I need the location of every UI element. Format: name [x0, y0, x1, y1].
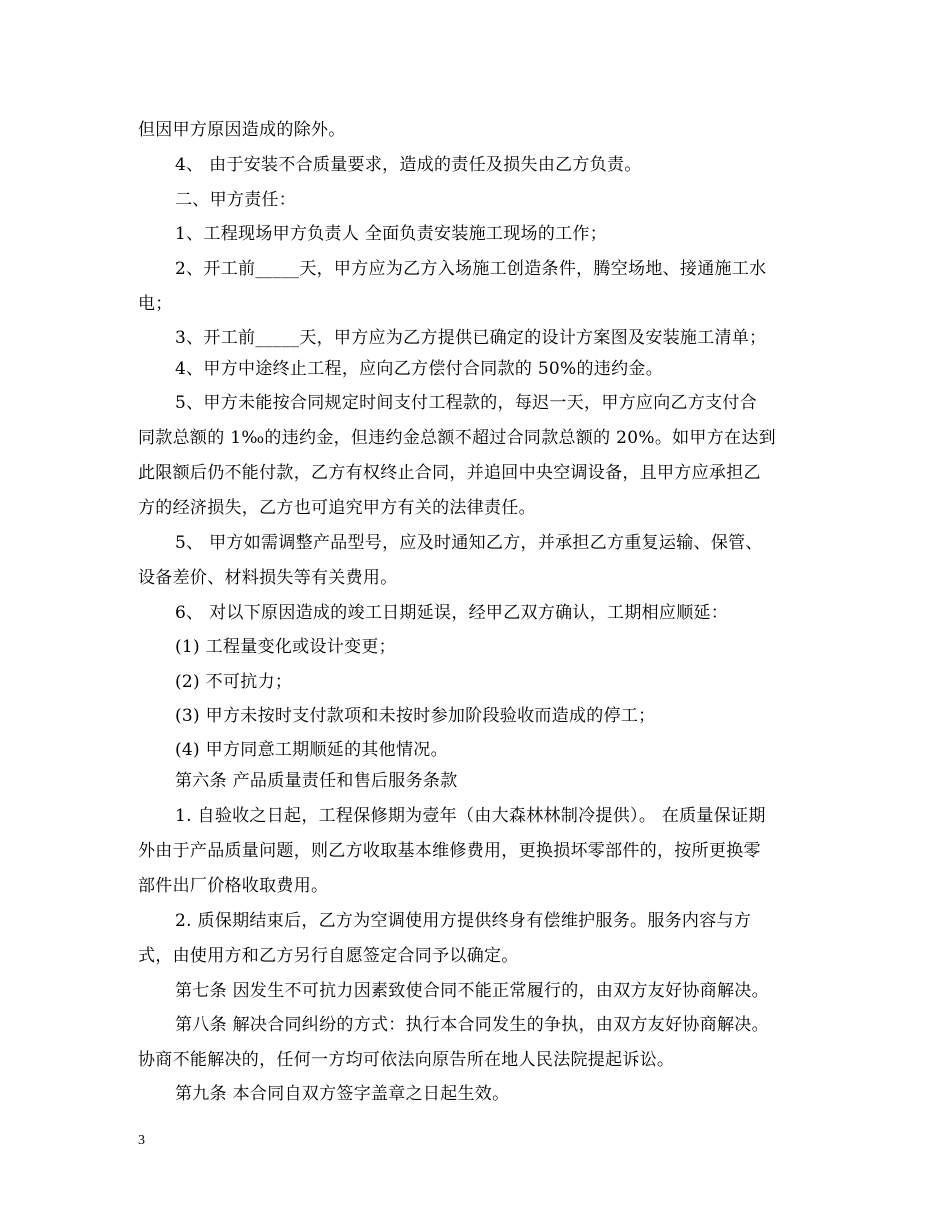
text-line: (2) 不可抗力；	[175, 672, 293, 692]
text-line: 4、甲方中途终止工程，应向乙方偿付合同款的 50%的违约金。	[175, 359, 664, 379]
text-line: 第八条 解决合同纠纷的方式：执行本合同发生的争执，由双方友好协商解决。	[175, 1015, 769, 1035]
text-line: 二、甲方责任：	[175, 190, 297, 210]
text-line: 5、甲方未能按合同规定时间支付工程款的，每迟一天，甲方应向乙方支付合	[175, 393, 758, 413]
text-line: (3) 甲方未按时支付款项和未按时参加阶段验收而造成的停工；	[175, 706, 656, 726]
text-line: 式，由使用方和乙方另行自愿签定合同予以确定。	[138, 946, 519, 966]
text-line: 但因甲方原因造成的除外。	[138, 120, 346, 140]
text-line: 2、开工前_____天，甲方应为乙方入场施工创造条件，腾空场地、接通施工水	[175, 259, 767, 279]
text-line: 此限额后仍不能付款，乙方有权终止合同，并追回中央空调设备，且甲方应承担乙	[138, 463, 761, 483]
text-line: 协商不能解决的，任何一方均可依法向原告所在地人民法院提起诉讼。	[138, 1050, 675, 1070]
text-line: 第七条 因发生不可抗力因素致使合同不能正常履行的，由双方友好协商解决。	[175, 981, 769, 1001]
text-line: (4) 甲方同意工期顺延的其他情况。	[175, 740, 448, 760]
text-line: 设备差价、材料损失等有关费用。	[138, 568, 398, 588]
text-line: 方的经济损失，乙方也可追究甲方有关的法律责任。	[138, 498, 536, 518]
text-line: 部件出厂价格收取费用。	[138, 876, 329, 896]
text-line: 第九条 本合同自双方签字盖章之日起生效。	[175, 1084, 510, 1104]
text-line: 同款总额的 1‰的违约金，但违约金总额不超过合同款总额的 20%。如甲方在达到	[138, 428, 776, 448]
page-number: 3	[138, 1133, 145, 1148]
text-line: 5、 甲方如需调整产品型号，应及时通知乙方，并承担乙方重复运输、保管、	[175, 533, 763, 553]
text-line: 3、开工前_____天，甲方应为乙方提供已确定的设计方案图及安装施工清单；	[175, 328, 767, 348]
text-line: 2. 质保期结束后，乙方为空调使用方提供终身有偿维护服务。服务内容与方	[175, 911, 752, 931]
text-line: 1、工程现场甲方负责人 全面负责安装施工现场的工作；	[175, 224, 608, 244]
text-line: (1) 工程量变化或设计变更；	[175, 637, 396, 657]
text-line: 外由于产品质量问题，则乙方收取基本维修费用，更换损坏零部件的，按所更换零	[138, 841, 761, 861]
text-line: 1. 自验收之日起，工程保修期为壹年（由大森林林制冷提供）。 在质量保证期	[175, 806, 766, 826]
text-line: 4、 由于安装不合质量要求，造成的责任及损失由乙方负责。	[175, 155, 642, 175]
text-line: 第六条 产品质量责任和售后服务条款	[175, 771, 458, 791]
text-line: 电；	[138, 294, 173, 314]
text-line: 6、 对以下原因造成的竣工日期延误，经甲乙双方确认，工期相应顺延：	[175, 603, 729, 623]
